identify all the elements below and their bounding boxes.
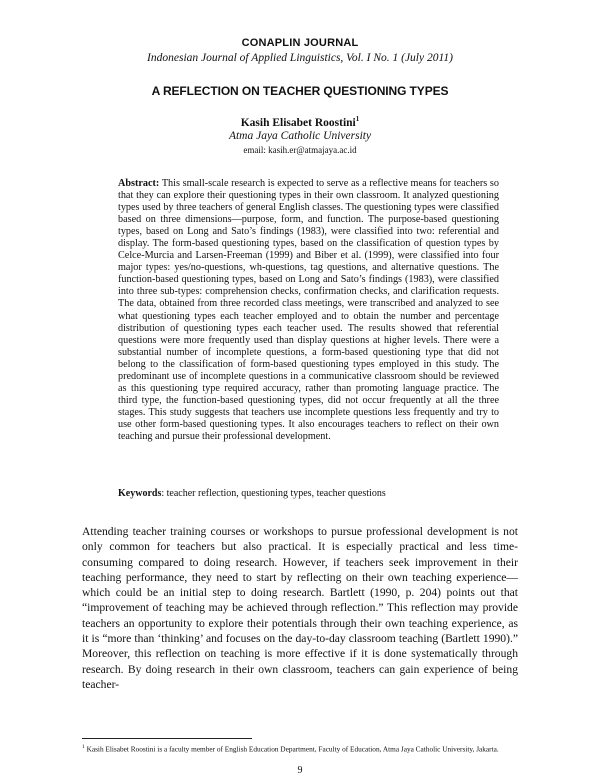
keywords-label: Keywords <box>118 488 162 499</box>
keywords <box>118 488 499 499</box>
author-name: Kasih Elisabet Roostini <box>240 116 356 129</box>
author-email: email: kasih.er@atmajaya.ac.id <box>243 145 357 155</box>
keywords-text: : teacher reflection, questioning types, teacher questions <box>161 488 386 499</box>
abstract <box>118 178 499 443</box>
footnote-text: Kasih Elisabet Roostini is a faculty member of English Education Department, Faculty of Education, Atma Jaya Catholic University, Jakarta. <box>84 744 499 754</box>
footnote <box>82 743 518 754</box>
body-paragraph: Attending teacher training courses or workshops to pursue professional development is not only common for teachers but also practical. It is especially practical and less time-consuming compared to doing research. However, if teachers seek improvement in their teaching performance, they need to start by reflecting on their own teaching experience—which could be an initial step to doing research. Bartlett (1990, p. 204) points out that “improvement of teaching may be achieved through reflection.” This reflection may provide teachers an opportunity to explore their potentials through their own teaching experience, as it is “more than ‘thinking’ and focuses on the day-to-day classroom teaching (Bartlett 1990).” Moreover, this reflection on teaching is more effective if it is done systematically through research. By doing research in their own classroom, teachers can gain experience of being teacher- <box>82 525 518 691</box>
author-footnote-mark: 1 <box>355 115 360 123</box>
journal-name: CONAPLIN JOURNAL <box>241 37 359 49</box>
article-title: A REFLECTION ON TEACHER QUESTIONING TYPES <box>151 84 449 98</box>
abstract-text: This small-scale research is expected to serve as a reflective means for teachers so that they can explore their questioning types in their own classroom. It analyzed questioning types used by three teachers of general English classes. The questioning types were classified based on three dimensions—purpose, form, and function. The purpose-based questioning types, based on Long and Sato’s findings (1983), were classified into two: referential and display. The form-based questioning types, based on the classification of question types by Celce-Murcia and Larsen-Freeman (1999) and Biber et al. (1999), were classified into four major types: yes/no-questions, wh-questions, tag questions, and alternative questions. The function-based questioning types, based on Long and Sato’s findings (1983), were classified into three sub-types: comprehension checks, confirmation checks, and clarification requests. The data, obtained from three recorded class meetings, were transcribed and analyzed to see what questioning types each teacher employed and to obtain the number and percentage distribution of questioning types each teacher used. The results showed that referential questions were more frequently used than display questions at higher levels. There were a substantial number of incomplete questions, a form-based questioning type that did not belong to the classification of form-based questioning types employed in this study. The predominant use of incomplete questions in a communicative classroom should be reviewed as this questioning type required accuracy, rather than promoting language practice. The third type, the function-based questioning types, did not occur frequently at all the three stages. This study suggests that teachers use incomplete questions less frequently and try to use other form-based questioning types. It also encourages teachers to reflect on their own teaching and pursue their professional development. <box>118 178 499 442</box>
footnote-divider <box>82 738 252 739</box>
page-number: 9 <box>297 765 303 776</box>
author-affiliation: Atma Jaya Catholic University <box>228 130 372 142</box>
journal-subtitle: Indonesian Journal of Applied Linguistics, Vol. I No. 1 (July 2011) <box>147 52 453 64</box>
abstract-label: Abstract: <box>118 178 160 189</box>
footnote-mark: 1 <box>82 744 85 750</box>
author-line <box>0 115 600 129</box>
